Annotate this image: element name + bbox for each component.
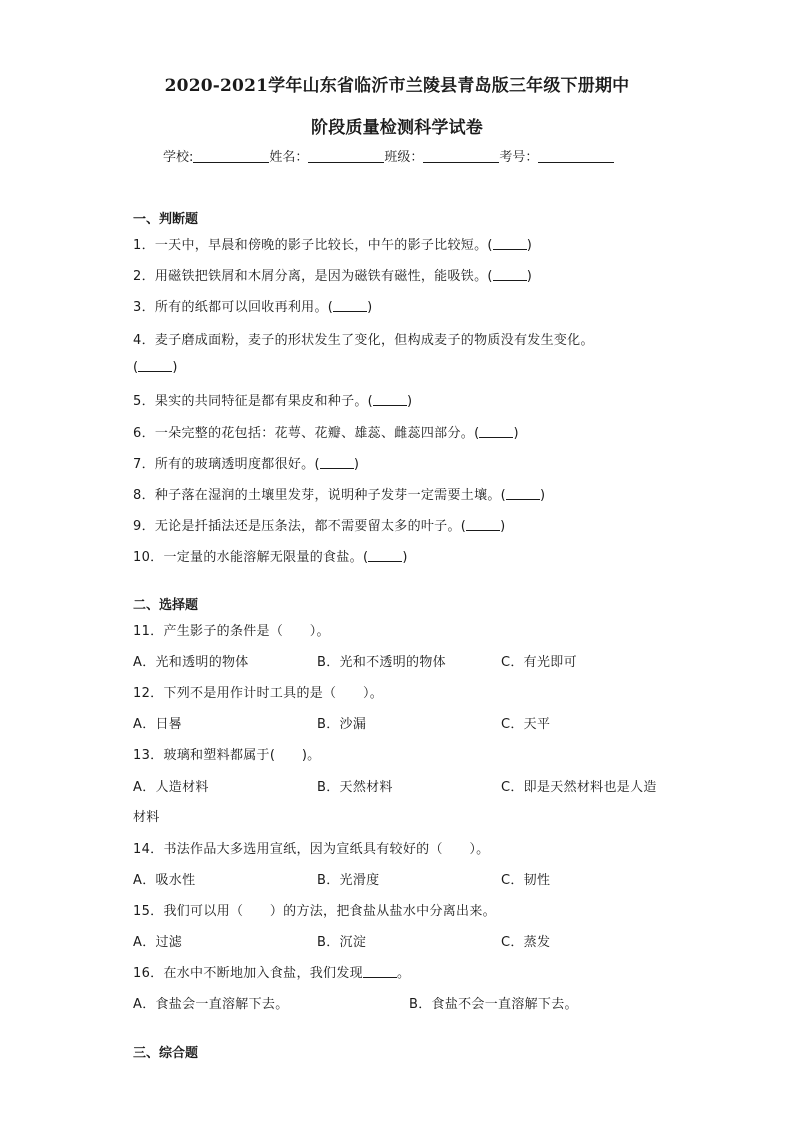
- option-15-c[interactable]: C．蒸发: [501, 935, 551, 950]
- name-label: 姓名：: [269, 150, 309, 165]
- question-4: 4．麦子磨成面粉，麦子的形状发生了变化，但构成麦子的物质没有发生变化。: [133, 333, 594, 348]
- class-blank[interactable]: [423, 149, 499, 163]
- answer-blank-1[interactable]: [493, 237, 527, 250]
- question-8: 8．种子落在湿润的土壤里发芽，说明种子发芽一定需要土壤。( ): [133, 488, 546, 503]
- question-16: 16．在水中不断地加入食盐，我们发现 。: [133, 966, 411, 981]
- section-heading-comprehensive: 三、综合题: [133, 1046, 199, 1061]
- question-10: 10．一定量的水能溶解无限量的食盐。( ): [133, 550, 408, 565]
- option-12-c[interactable]: C．天平: [501, 717, 551, 732]
- question-14: 14．书法作品大多选用宣纸，因为宣纸具有较好的（ ）。: [133, 842, 490, 857]
- section-heading-choice: 二、选择题: [133, 598, 199, 613]
- question-15: 15．我们可以用（ ）的方法，把食盐从盐水中分离出来。: [133, 904, 496, 919]
- answer-blank-9[interactable]: [466, 518, 500, 531]
- option-12-b[interactable]: B．沙漏: [317, 717, 367, 732]
- question-12: 12．下列不是用作计时工具的是（ ）。: [133, 686, 384, 701]
- question-2: 2．用磁铁把铁屑和木屑分离，是因为磁铁有磁性，能吸铁。( ): [133, 269, 533, 284]
- option-11-a[interactable]: A．光和透明的物体: [133, 655, 249, 670]
- answer-blank-7[interactable]: [320, 456, 354, 469]
- answer-blank-5[interactable]: [373, 393, 407, 406]
- exam-title-line2: 阶段质量检测科学试卷: [311, 118, 483, 138]
- name-blank[interactable]: [308, 149, 384, 163]
- answer-blank-3[interactable]: [333, 299, 367, 312]
- option-13-c[interactable]: C．即是天然材料也是人造: [501, 780, 657, 795]
- answer-blank-4[interactable]: [138, 359, 172, 372]
- option-13-b[interactable]: B．天然材料: [317, 780, 393, 795]
- answer-blank-8[interactable]: [506, 487, 540, 500]
- question-5: 5．果实的共同特征是都有果皮和种子。( ): [133, 394, 413, 409]
- question-13: 13．玻璃和塑料都属于( )。: [133, 748, 321, 763]
- school-label: 学校:: [163, 150, 194, 165]
- answer-blank-16[interactable]: [363, 965, 397, 978]
- question-3: 3．所有的纸都可以回收再利用。( ): [133, 300, 373, 315]
- option-15-a[interactable]: A．过滤: [133, 935, 183, 950]
- exam-no-label: 考号：: [499, 150, 539, 165]
- option-15-b[interactable]: B．沉淀: [317, 935, 367, 950]
- answer-blank-6[interactable]: [479, 425, 513, 438]
- school-blank[interactable]: [193, 149, 269, 163]
- question-4-answer: ( ): [133, 360, 178, 375]
- option-16-b[interactable]: B．食盐不会一直溶解下去。: [409, 997, 578, 1012]
- option-14-c[interactable]: C．韧性: [501, 873, 551, 888]
- exam-no-blank[interactable]: [538, 149, 614, 163]
- option-16-a[interactable]: A．食盐会一直溶解下去。: [133, 997, 289, 1012]
- option-11-c[interactable]: C．有光即可: [501, 655, 577, 670]
- exam-title-line1: 2020-2021学年山东省临沂市兰陵县青岛版三年级下册期中: [164, 76, 630, 96]
- option-11-b[interactable]: B．光和不透明的物体: [317, 655, 446, 670]
- answer-blank-2[interactable]: [493, 268, 527, 281]
- student-info-row: [163, 146, 614, 165]
- answer-blank-10[interactable]: [368, 549, 402, 562]
- question-11: 11．产生影子的条件是（ ）。: [133, 624, 330, 639]
- option-13-a[interactable]: A．人造材料: [133, 780, 209, 795]
- question-7: 7．所有的玻璃透明度都很好。( ): [133, 457, 360, 472]
- option-14-a[interactable]: A．吸水性: [133, 873, 196, 888]
- option-12-a[interactable]: A．日晷: [133, 717, 183, 732]
- option-14-b[interactable]: B．光滑度: [317, 873, 380, 888]
- question-1: 1．一天中，早晨和傍晚的影子比较长，中午的影子比较短。( ): [133, 238, 533, 253]
- question-6: 6．一朵完整的花包括：花萼、花瓣、雄蕊、雌蕊四部分。( ): [133, 426, 519, 441]
- option-13-c-continued: 材料: [133, 810, 160, 825]
- section-heading-judgement: 一、判断题: [133, 212, 199, 227]
- question-9: 9．无论是扦插法还是压条法，都不需要留太多的叶子。( ): [133, 519, 506, 534]
- class-label: 班级：: [384, 150, 424, 165]
